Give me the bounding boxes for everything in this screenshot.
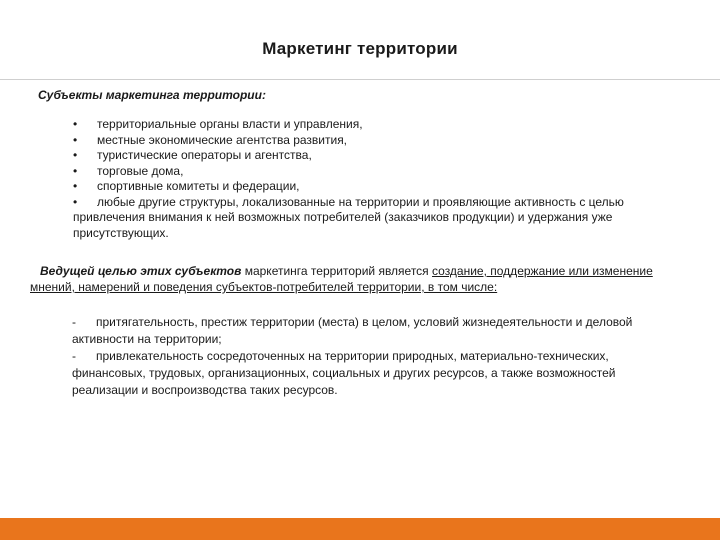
- list-item: [72, 314, 680, 348]
- list-item: [73, 148, 673, 164]
- list-item-text: территориальные органы власти и управления,: [97, 117, 363, 131]
- list-item: [73, 133, 673, 149]
- list-item-text: привлекательность сосредоточенных на территории природных, материально-технических, финансовых, трудовых, организационных, социальных и других ресурсов, а также возможностей реализации и воспроизводства таких ресурсов.: [72, 349, 616, 397]
- subjects-list: [73, 117, 673, 241]
- section-subtitle: Субъекты маркетинга территории:: [38, 88, 266, 102]
- list-item-text: притягательность, престиж территории (места) в целом, условий жизнедеятельности и деловой активности на территории;: [72, 315, 633, 346]
- goal-lead: Ведущей целью этих субъектов: [40, 264, 242, 278]
- list-item: [73, 164, 673, 180]
- bullet-icon: •: [73, 163, 78, 178]
- list-item-text: местные экономические агентства развития,: [97, 132, 348, 147]
- list-item-text: спортивные комитеты и федерации,: [97, 179, 300, 193]
- list-item: [73, 195, 673, 242]
- list-item: [73, 117, 673, 133]
- page-title: Маркетинг территории: [262, 39, 458, 58]
- dash-icon: -: [72, 315, 76, 329]
- list-item-text: любые другие структуры, локализованные на территории и проявляющие активность с целью привлечения внимания к ней возможных потребителей (заказчиков продукции) и удержания уже присутствующих.: [73, 194, 624, 240]
- bullet-icon: •: [73, 117, 78, 131]
- title-bar: [0, 0, 720, 80]
- list-item-text: торговые дома,: [97, 163, 184, 178]
- dash-icon: -: [72, 349, 76, 363]
- footer-bar: [0, 518, 720, 540]
- list-item: [72, 348, 680, 399]
- list-item-text: туристические операторы и агентства,: [97, 148, 312, 162]
- goal-underlined: создание, поддержание или изменение мнений, намерений и поведения субъектов-потребителей территории, в том числе:: [30, 264, 653, 294]
- goal-middle: маркетинга территорий является: [241, 264, 433, 278]
- list-item: [73, 179, 673, 195]
- bullet-icon: •: [73, 148, 78, 162]
- bullet-icon: •: [73, 132, 78, 147]
- bullet-icon: •: [73, 179, 78, 193]
- bullet-icon: •: [73, 194, 78, 209]
- goal-list: [72, 314, 680, 399]
- goal-paragraph: [30, 263, 690, 295]
